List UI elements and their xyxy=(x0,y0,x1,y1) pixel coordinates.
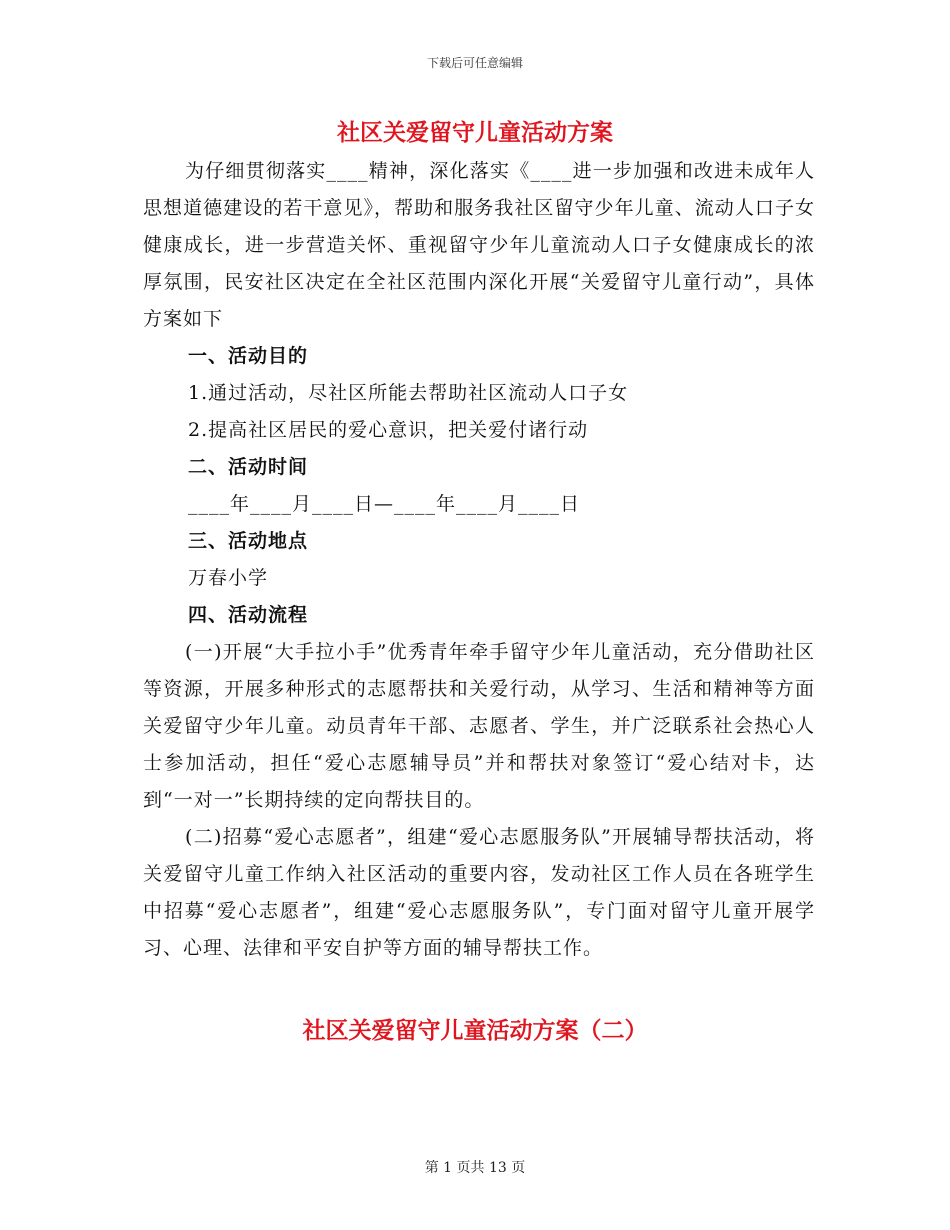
section-heading-process: 四、活动流程 xyxy=(188,604,309,626)
document-body xyxy=(143,153,815,967)
time-text: ____年____月____日—____年____月____日 xyxy=(188,493,581,515)
document-title: 社区关爱留守儿童活动方案 xyxy=(337,119,613,146)
process-paragraph-1: (一)开展“大手拉小手”优秀青年牵手留守少年儿童活动，充分借助社区等资源，开展多种形式的志愿帮扶和关爱行动，从学习、生活和精神等方面关爱留守少年儿童。动员青年干部、志愿者、学生，并广泛联系社会热心人士参加活动，担任“爱心志愿辅导员”并和帮扶对象签订“爱心结对卡，达到“一对一”长期持续的定向帮扶目的。 xyxy=(143,641,815,811)
goal-item-1: 1.通过活动，尽社区所能去帮助社区流动人口子女 xyxy=(188,382,629,404)
page-header: 下载后可任意编辑 xyxy=(426,56,523,70)
intro-paragraph: 为仔细贯彻落实____精神，深化落实《____进一步加强和改进未成年人思想道德建设的若干意见》，帮助和服务我社区留守少年儿童、流动人口子女健康成长，进一步营造关怀、重视留守少年儿童流动人口子女健康成长的浓厚氛围，民安社区决定在全社区范围内深化开展“关爱留守儿童行动”，具体方案如下 xyxy=(143,160,815,330)
section-heading-goal: 一、活动目的 xyxy=(188,345,309,367)
section-heading-time: 二、活动时间 xyxy=(188,456,309,478)
section-heading-place: 三、活动地点 xyxy=(188,530,309,552)
goal-item-2: 2.提高社区居民的爱心意识，把关爱付诸行动 xyxy=(188,419,589,441)
page-footer: 第 1 页共 13 页 xyxy=(424,1160,526,1176)
document-title-2: 社区关爱留守儿童活动方案（二） xyxy=(302,1017,648,1044)
place-text: 万春小学 xyxy=(188,567,269,589)
process-paragraph-2: (二)招募“爱心志愿者”，组建“爱心志愿服务队”开展辅导帮扶活动，将关爱留守儿童工作纳入社区活动的重要内容，发动社区工作人员在各班学生中招募“爱心志愿者”，组建“爱心志愿服务队”，专门面对留守儿童开展学习、心理、法律和平安自护等方面的辅导帮扶工作。 xyxy=(143,826,815,959)
